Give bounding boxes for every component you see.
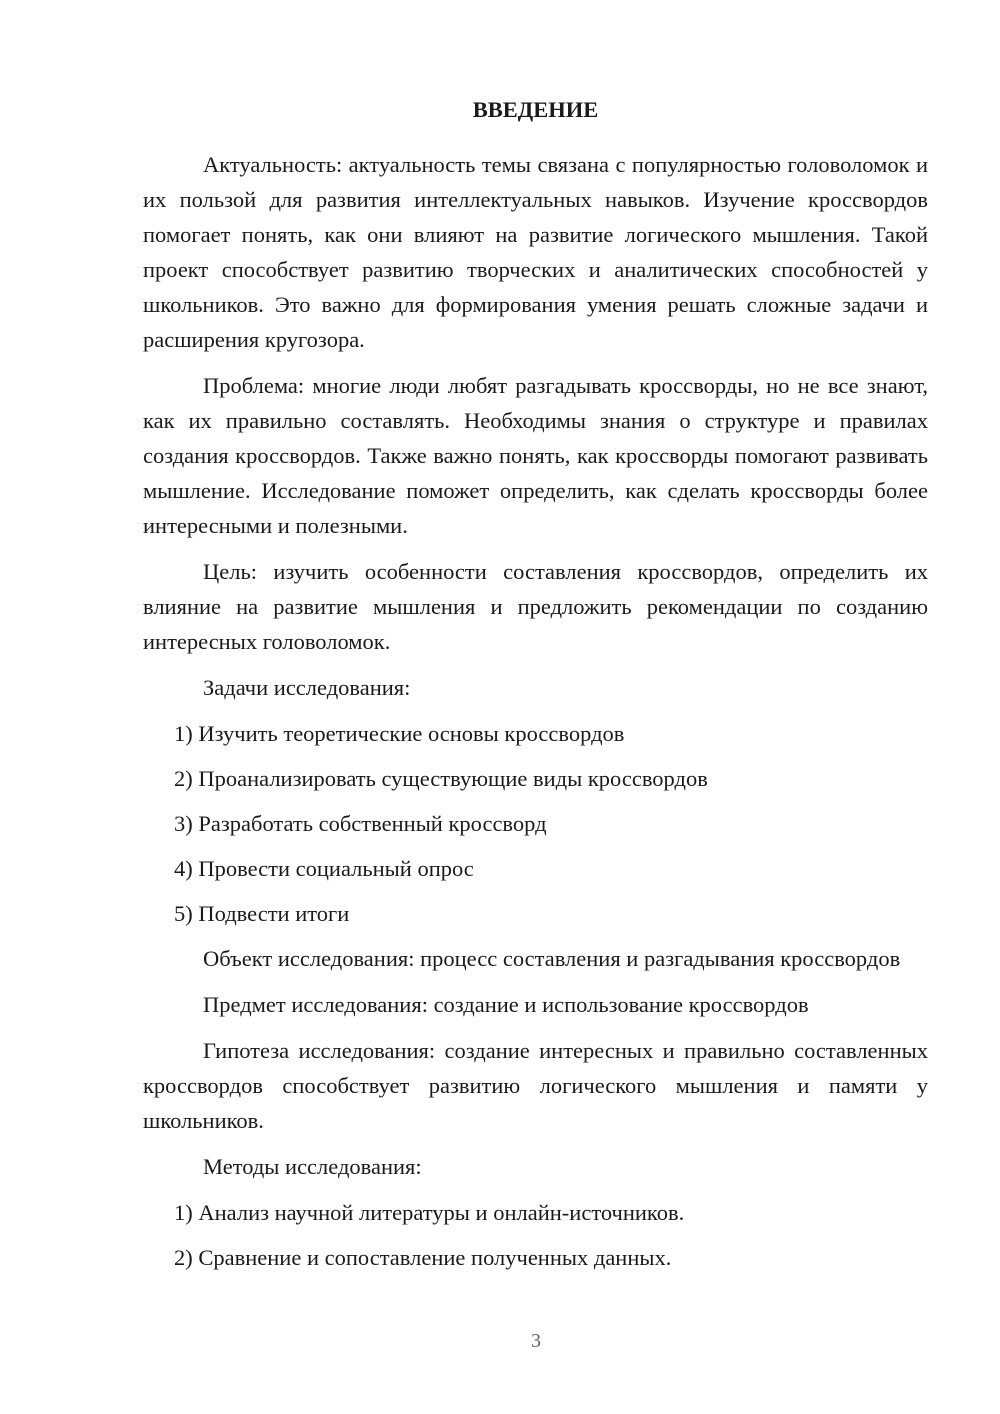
list-item: 1) Изучить теоретические основы кроссвордов: [174, 721, 625, 746]
list-item: 3) Разработать собственный кроссворд: [174, 811, 547, 836]
document-page: [143, 92, 928, 1285]
paragraph-object: Объект исследования: процесс составления и разгадывания кроссвордов: [203, 946, 901, 971]
paragraph-hypothesis: Гипотеза исследования: создание интересных и правильно составленных кроссвордов способствует развитию логического мышления и памяти у школьников.: [143, 1038, 928, 1133]
list-item: 1) Анализ научной литературы и онлайн-источников.: [174, 1200, 685, 1225]
list-item: 5) Подвести итоги: [174, 901, 350, 926]
methods-heading: Методы исследования:: [203, 1154, 422, 1179]
methods-list: [143, 1195, 928, 1275]
list-item: 2) Сравнение и сопоставление полученных данных.: [174, 1245, 672, 1270]
paragraph-subject: Предмет исследования: создание и использование кроссвордов: [203, 992, 809, 1017]
list-item: 2) Проанализировать существующие виды кроссвордов: [174, 766, 708, 791]
tasks-heading: Задачи исследования:: [203, 675, 411, 700]
page-number: 3: [531, 1330, 541, 1352]
tasks-list: [143, 716, 928, 931]
paragraph-goal: Цель: изучить особенности составления кроссвордов, определить их влияние на развитие мышления и предложить рекомендации по созданию интересных головоломок.: [143, 559, 928, 654]
paragraph-problem: Проблема: многие люди любят разгадывать кроссворды, но не все знают, как их правильно составлять. Необходимы знания о структуре и правилах создания кроссвордов. Также важно понять, как кроссворды помогают развивать мышление. Исследование поможет определить, как сделать кроссворды более интересными и полезными.: [143, 373, 928, 538]
paragraph-relevance: Актуальность: актуальность темы связана с популярностью головоломок и их пользой для развития интеллектуальных навыков. Изучение кроссвордов помогает понять, как они влияют на развитие логического мышления. Такой проект способствует развитию творческих и аналитических способностей у школьников. Это важно для формирования умения решать сложные задачи и расширения кругозора.: [143, 152, 928, 352]
page-title: ВВЕДЕНИЕ: [472, 97, 599, 122]
list-item: 4) Провести социальный опрос: [174, 856, 474, 881]
